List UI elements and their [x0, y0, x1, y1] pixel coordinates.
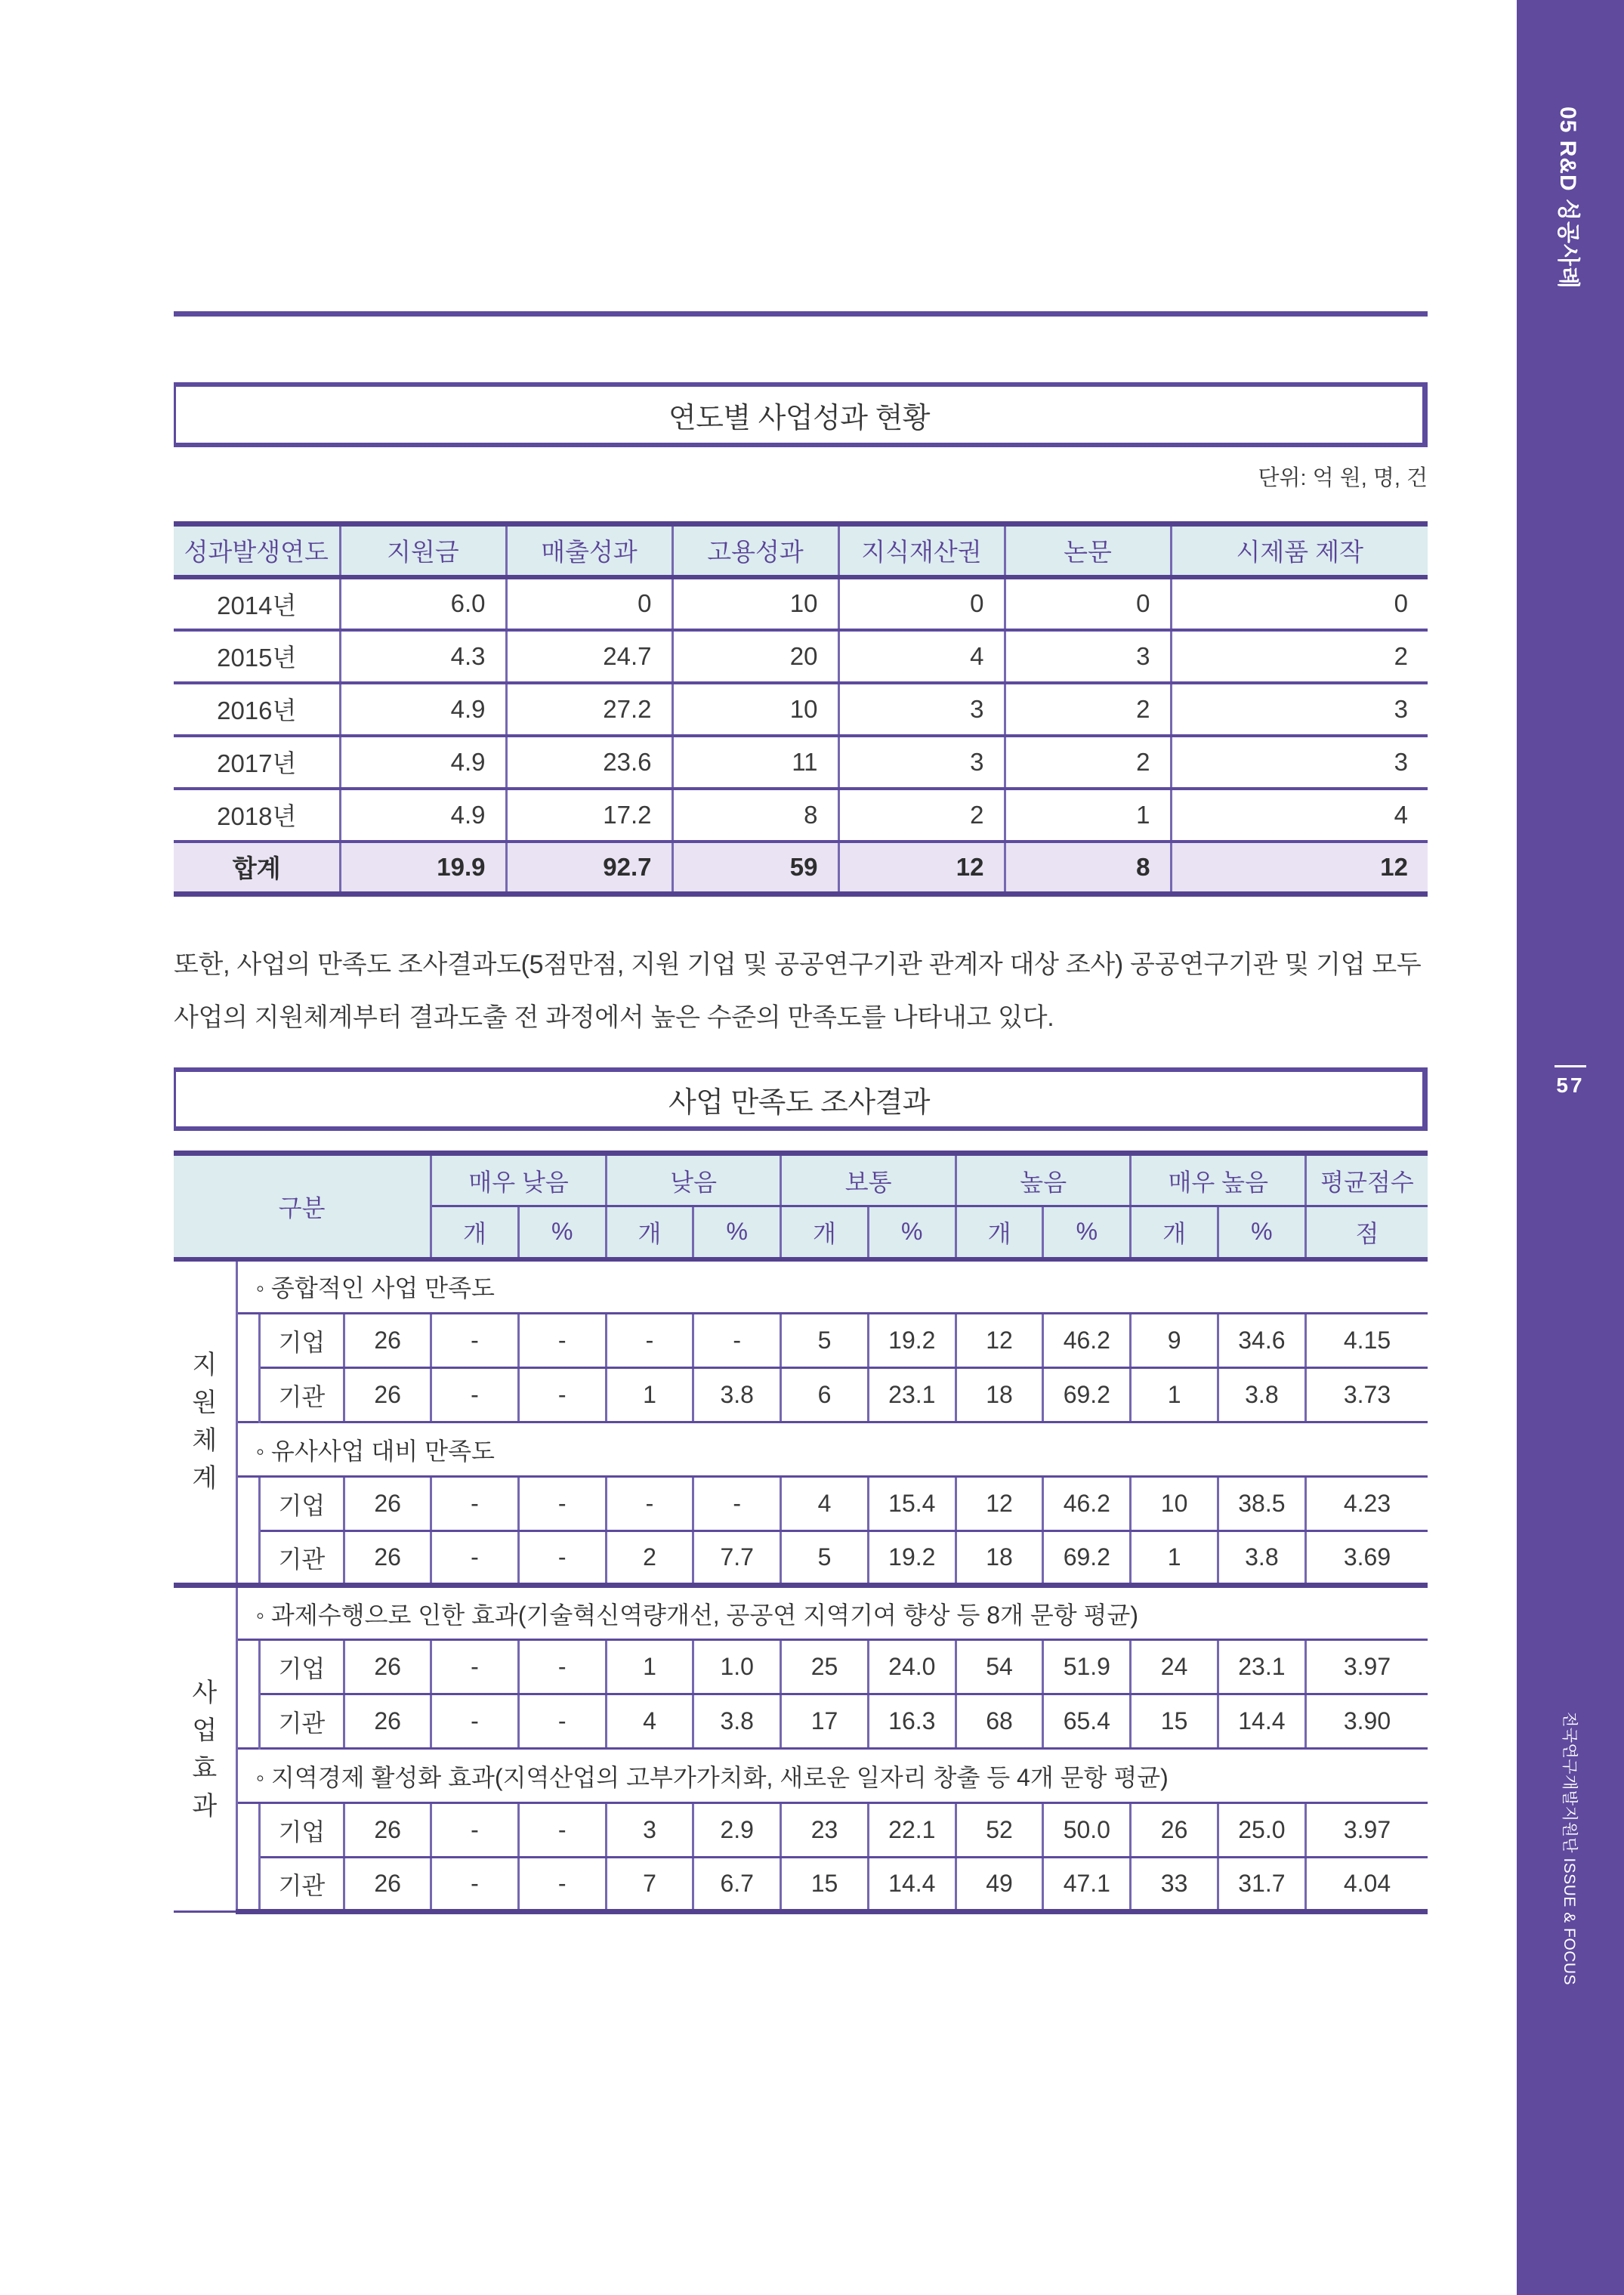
value-cell: 47.1	[1043, 1858, 1131, 1912]
column-subheader: %	[1218, 1206, 1305, 1259]
value-cell: 24.0	[868, 1640, 956, 1694]
table-row	[174, 1368, 1428, 1422]
value-cell: 59	[672, 842, 838, 894]
value-cell: 10	[1131, 1477, 1218, 1531]
value-cell: 26	[344, 1858, 431, 1912]
value-cell: 24	[1131, 1640, 1218, 1694]
value-cell: 27.2	[506, 683, 672, 736]
unit-note: 단위: 억 원, 명, 건	[1258, 466, 1428, 490]
column-header: 평균점수	[1306, 1154, 1428, 1206]
value-cell: 3	[606, 1803, 693, 1858]
average-cell: 4.23	[1306, 1477, 1428, 1531]
value-cell: 54	[956, 1640, 1042, 1694]
average-cell: 4.04	[1306, 1858, 1428, 1912]
respondent-cell: 기업	[259, 1314, 344, 1368]
value-cell: 0	[1005, 577, 1171, 630]
value-cell: 52	[956, 1803, 1042, 1858]
value-cell: 12	[956, 1314, 1042, 1368]
value-cell: 50.0	[1043, 1803, 1131, 1858]
page-number-divider	[1555, 1065, 1586, 1067]
column-header: 매우 낮음	[431, 1154, 607, 1206]
section-row	[174, 1422, 1428, 1477]
table1-title: 연도별 사업성과 현황	[668, 402, 930, 434]
page-number-block	[1517, 1065, 1624, 1098]
average-cell: 3.69	[1306, 1531, 1428, 1586]
value-cell: 1.0	[693, 1640, 781, 1694]
value-cell: 4	[838, 630, 1005, 683]
value-cell: 4.9	[340, 736, 506, 789]
table-row	[174, 1803, 1428, 1858]
value-cell: -	[518, 1640, 606, 1694]
satisfaction-table	[174, 1151, 1428, 1914]
value-cell: 34.6	[1218, 1314, 1305, 1368]
value-cell: 15	[1131, 1694, 1218, 1749]
value-cell: 1	[606, 1368, 693, 1422]
value-cell: 0	[506, 577, 672, 630]
value-cell: 0	[838, 577, 1005, 630]
sidebar-footer-label: 전국연구개발지원단 ISSUE & FOCUS	[1561, 1711, 1578, 1986]
table-row	[174, 736, 1428, 789]
column-header: 시제품 제작	[1171, 524, 1428, 577]
column-subheader: %	[868, 1206, 956, 1259]
value-cell: 14.4	[868, 1858, 956, 1912]
value-cell: 31.7	[1218, 1858, 1305, 1912]
indent-cell	[236, 1640, 259, 1694]
value-cell: 12	[1171, 842, 1428, 894]
column-header: 지원금	[340, 524, 506, 577]
value-cell: 3	[838, 736, 1005, 789]
column-header: 매우 높음	[1131, 1154, 1306, 1206]
column-subheader: 개	[431, 1206, 518, 1259]
value-cell: 1	[1131, 1531, 1218, 1586]
table-row	[174, 789, 1428, 842]
performance-table	[174, 521, 1428, 897]
indent-cell	[236, 1858, 259, 1912]
page-number: 57	[1556, 1073, 1585, 1097]
value-cell: 15.4	[868, 1477, 956, 1531]
indent-cell	[236, 1314, 259, 1368]
value-cell: 5	[781, 1314, 868, 1368]
value-cell: -	[431, 1314, 518, 1368]
respondent-cell: 기관	[259, 1531, 344, 1586]
table-row	[174, 1314, 1428, 1368]
value-cell: 16.3	[868, 1694, 956, 1749]
average-cell: 3.73	[1306, 1368, 1428, 1422]
value-cell: -	[518, 1314, 606, 1368]
value-cell: 51.9	[1043, 1640, 1131, 1694]
table2-title-box	[174, 1067, 1428, 1131]
value-cell: 9	[1131, 1314, 1218, 1368]
column-header: 고용성과	[672, 524, 838, 577]
table2-title: 사업 만족도 조사결과	[668, 1086, 930, 1119]
value-cell: -	[518, 1477, 606, 1531]
average-cell: 3.97	[1306, 1640, 1428, 1694]
value-cell: 7.7	[693, 1531, 781, 1586]
column-subheader: %	[1043, 1206, 1131, 1259]
value-cell: 26	[344, 1368, 431, 1422]
table-header-row	[174, 1154, 1428, 1206]
value-cell: 38.5	[1218, 1477, 1305, 1531]
value-cell: 15	[781, 1858, 868, 1912]
table-row	[174, 630, 1428, 683]
average-cell: 3.90	[1306, 1694, 1428, 1749]
value-cell: 4	[781, 1477, 868, 1531]
value-cell: 46.2	[1043, 1477, 1131, 1531]
sidebar	[1517, 0, 1624, 2295]
value-cell: 3.8	[1218, 1368, 1305, 1422]
value-cell: 26	[344, 1640, 431, 1694]
value-cell: 4.3	[340, 630, 506, 683]
sidebar-chapter-label: 05 R&D 성공사례	[1555, 107, 1580, 289]
value-cell: -	[431, 1368, 518, 1422]
section-row	[174, 1749, 1428, 1803]
value-cell: 10	[672, 577, 838, 630]
value-cell: 6	[781, 1368, 868, 1422]
value-cell: 2.9	[693, 1803, 781, 1858]
total-label: 합계	[174, 842, 340, 894]
value-cell: 2	[1171, 630, 1428, 683]
value-cell: 26	[344, 1803, 431, 1858]
table-row	[174, 1477, 1428, 1531]
value-cell: -	[518, 1803, 606, 1858]
value-cell: 1	[1131, 1368, 1218, 1422]
value-cell: -	[693, 1314, 781, 1368]
value-cell: 23.1	[1218, 1640, 1305, 1694]
value-cell: 26	[344, 1694, 431, 1749]
section-header: ◦ 유사사업 대비 만족도	[236, 1422, 1428, 1477]
value-cell: 3	[1171, 683, 1428, 736]
value-cell: 18	[956, 1368, 1042, 1422]
value-cell: 19.2	[868, 1314, 956, 1368]
year-cell: 2017년	[174, 736, 340, 789]
year-cell: 2018년	[174, 789, 340, 842]
section-header: ◦ 과제수행으로 인한 효과(기술혁신역량개선, 공공연 지역기여 향상 등 8개 문항 평균)	[236, 1586, 1428, 1640]
value-cell: 0	[1171, 577, 1428, 630]
value-cell: -	[431, 1477, 518, 1531]
column-subheader: 개	[606, 1206, 693, 1259]
table-row	[174, 1531, 1428, 1586]
value-cell: 3	[1171, 736, 1428, 789]
value-cell: 8	[1005, 842, 1171, 894]
respondent-cell: 기관	[259, 1858, 344, 1912]
value-cell: 3.8	[693, 1368, 781, 1422]
value-cell: 4.9	[340, 789, 506, 842]
value-cell: -	[431, 1531, 518, 1586]
value-cell: 8	[672, 789, 838, 842]
value-cell: 2	[1005, 683, 1171, 736]
column-subheader: 점	[1306, 1206, 1428, 1259]
value-cell: 4.9	[340, 683, 506, 736]
value-cell: -	[431, 1858, 518, 1912]
column-header: 낮음	[606, 1154, 781, 1206]
table-row	[174, 1640, 1428, 1694]
value-cell: 25.0	[1218, 1803, 1305, 1858]
value-cell: 26	[344, 1531, 431, 1586]
value-cell: 49	[956, 1858, 1042, 1912]
value-cell: 3.8	[1218, 1531, 1305, 1586]
value-cell: 6.0	[340, 577, 506, 630]
value-cell: -	[606, 1314, 693, 1368]
value-cell: 46.2	[1043, 1314, 1131, 1368]
value-cell: 2	[838, 789, 1005, 842]
value-cell: 14.4	[1218, 1694, 1305, 1749]
column-header: 매출성과	[506, 524, 672, 577]
year-cell: 2015년	[174, 630, 340, 683]
value-cell: -	[606, 1477, 693, 1531]
value-cell: 19.2	[868, 1531, 956, 1586]
value-cell: -	[518, 1858, 606, 1912]
average-cell: 3.97	[1306, 1803, 1428, 1858]
value-cell: 26	[344, 1477, 431, 1531]
column-header: 구분	[174, 1154, 431, 1259]
indent-cell	[236, 1803, 259, 1858]
value-cell: 26	[344, 1314, 431, 1368]
value-cell: 1	[1005, 789, 1171, 842]
top-rule	[174, 311, 1428, 317]
value-cell: 11	[672, 736, 838, 789]
value-cell: 3.8	[693, 1694, 781, 1749]
section-header: ◦ 지역경제 활성화 효과(지역산업의 고부가가치화, 새로운 일자리 창출 등 4개 문항 평균)	[236, 1749, 1428, 1803]
respondent-cell: 기업	[259, 1477, 344, 1531]
value-cell: -	[518, 1368, 606, 1422]
value-cell: 25	[781, 1640, 868, 1694]
value-cell: 12	[838, 842, 1005, 894]
value-cell: -	[431, 1803, 518, 1858]
table1-title-box	[174, 382, 1428, 447]
indent-cell	[236, 1694, 259, 1749]
value-cell: 24.7	[506, 630, 672, 683]
value-cell: -	[518, 1531, 606, 1586]
value-cell: 7	[606, 1858, 693, 1912]
column-header: 높음	[956, 1154, 1131, 1206]
value-cell: 4	[1171, 789, 1428, 842]
value-cell: 17.2	[506, 789, 672, 842]
value-cell: 69.2	[1043, 1531, 1131, 1586]
value-cell: 23.6	[506, 736, 672, 789]
table-row	[174, 1694, 1428, 1749]
table-row	[174, 577, 1428, 630]
value-cell: 3	[838, 683, 1005, 736]
value-cell: 65.4	[1043, 1694, 1131, 1749]
table-row	[174, 683, 1428, 736]
respondent-cell: 기관	[259, 1694, 344, 1749]
column-header: 보통	[781, 1154, 956, 1206]
value-cell: -	[431, 1694, 518, 1749]
respondent-cell: 기업	[259, 1803, 344, 1858]
value-cell: 4	[606, 1694, 693, 1749]
year-cell: 2014년	[174, 577, 340, 630]
column-subheader: 개	[956, 1206, 1042, 1259]
respondent-cell: 기관	[259, 1368, 344, 1422]
value-cell: 26	[1131, 1803, 1218, 1858]
value-cell: 10	[672, 683, 838, 736]
value-cell: 2	[1005, 736, 1171, 789]
indent-cell	[236, 1368, 259, 1422]
group-label	[174, 1586, 236, 1912]
column-subheader: 개	[1131, 1206, 1218, 1259]
body-paragraph: 또한, 사업의 만족도 조사결과도(5점만점, 지원 기업 및 공공연구기관 관계자 대상 조사) 공공연구기관 및 기업 모두 사업의 지원체계부터 결과도출 전 과정에서 높은 수준의 만족도를 나타내고 있다.	[174, 950, 1422, 1032]
value-cell: 18	[956, 1531, 1042, 1586]
column-header: 논문	[1005, 524, 1171, 577]
section-row	[174, 1586, 1428, 1640]
value-cell: 33	[1131, 1858, 1218, 1912]
value-cell: 92.7	[506, 842, 672, 894]
value-cell: 1	[606, 1640, 693, 1694]
indent-cell	[236, 1531, 259, 1586]
value-cell: 68	[956, 1694, 1042, 1749]
column-header: 지식재산권	[838, 524, 1005, 577]
value-cell: -	[518, 1694, 606, 1749]
column-subheader: %	[518, 1206, 606, 1259]
value-cell: -	[431, 1640, 518, 1694]
section-header: ◦ 종합적인 사업 만족도	[236, 1259, 1428, 1314]
value-cell: 2	[606, 1531, 693, 1586]
group-label-text: 사업효과	[192, 1678, 218, 1821]
value-cell: 6.7	[693, 1858, 781, 1912]
respondent-cell: 기업	[259, 1640, 344, 1694]
column-subheader: %	[693, 1206, 781, 1259]
value-cell: 19.9	[340, 842, 506, 894]
average-cell: 4.15	[1306, 1314, 1428, 1368]
table-header-row	[174, 524, 1428, 577]
column-header: 성과발생연도	[174, 524, 340, 577]
value-cell: 5	[781, 1531, 868, 1586]
value-cell: 3	[1005, 630, 1171, 683]
column-subheader: 개	[781, 1206, 868, 1259]
table-row	[174, 1858, 1428, 1912]
value-cell: 69.2	[1043, 1368, 1131, 1422]
value-cell: -	[693, 1477, 781, 1531]
year-cell: 2016년	[174, 683, 340, 736]
value-cell: 17	[781, 1694, 868, 1749]
group-label-text: 지원체계	[192, 1351, 218, 1493]
total-row	[174, 842, 1428, 894]
value-cell: 23.1	[868, 1368, 956, 1422]
value-cell: 20	[672, 630, 838, 683]
indent-cell	[236, 1477, 259, 1531]
section-row	[174, 1259, 1428, 1314]
value-cell: 12	[956, 1477, 1042, 1531]
value-cell: 22.1	[868, 1803, 956, 1858]
group-label	[174, 1259, 236, 1586]
value-cell: 23	[781, 1803, 868, 1858]
